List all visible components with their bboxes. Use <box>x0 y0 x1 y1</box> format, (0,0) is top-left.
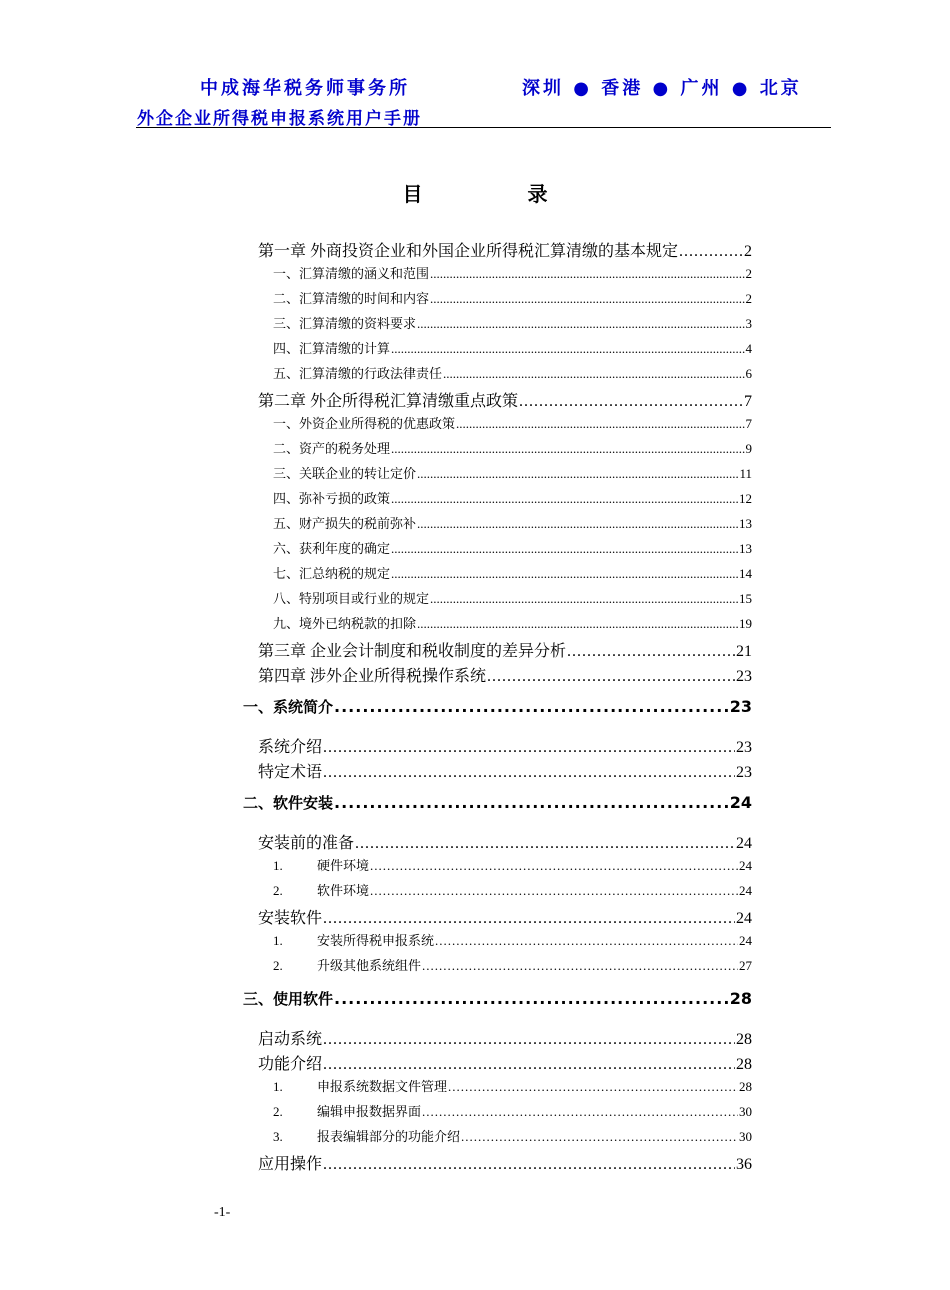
toc-page-number: 27 <box>739 958 752 973</box>
toc-entry-title <box>273 855 369 874</box>
toc-page-number: 24 <box>729 793 752 812</box>
toc-dot-leader <box>391 491 738 507</box>
toc-entry[interactable] <box>273 1101 752 1120</box>
toc-page-number: 2 <box>745 291 752 306</box>
toc-entry-text: 安装所得税申报系统 <box>317 933 435 948</box>
toc-page-number: 23 <box>736 739 752 756</box>
toc-entry-title: 第二章 外企所得税汇算清缴重点政策 <box>258 393 519 410</box>
toc-dot-leader <box>461 1129 738 1145</box>
toc-entry-title <box>273 1101 421 1120</box>
toc-entry[interactable] <box>258 663 752 686</box>
toc-entry-title: 特定术语 <box>258 764 323 781</box>
toc-entry-number: 2. <box>273 958 283 973</box>
toc-dot-leader <box>334 697 729 716</box>
toc-entry[interactable] <box>258 1051 752 1074</box>
toc-entry-title: 启动系统 <box>258 1031 323 1048</box>
toc-dot-leader <box>448 1079 738 1095</box>
toc-entry[interactable] <box>273 588 752 607</box>
toc-entry-title: 三、关联企业的转让定价 <box>273 466 417 481</box>
toc-entry-title: 二、资产的税务处理 <box>273 441 391 456</box>
toc-page-number: 2 <box>744 243 752 260</box>
toc-entry[interactable] <box>258 1026 752 1049</box>
toc-page-number: 28 <box>736 1056 752 1073</box>
toc-page-number: 7 <box>744 393 752 410</box>
toc-entry-title: 三、汇算清缴的资料要求 <box>273 316 417 331</box>
toc-dot-leader <box>323 1056 735 1074</box>
toc-page-number: 24 <box>736 835 752 852</box>
toc-dot-leader <box>323 764 735 782</box>
toc-page-number: 15 <box>739 591 752 606</box>
firm-name: 中成海华税务师事务所 <box>200 78 410 99</box>
toc-entry-title: 系统介绍 <box>258 739 323 756</box>
toc-dot-leader <box>323 910 735 928</box>
toc-entry-title: 七、汇总纳税的规定 <box>273 566 391 581</box>
toc-page-number: 11 <box>739 466 752 481</box>
toc-page-number: 13 <box>739 541 752 556</box>
toc-dot-leader <box>430 266 744 282</box>
toc-title-right: 录 <box>527 182 548 206</box>
toc-page-number: 19 <box>739 616 752 631</box>
toc-dot-leader <box>487 668 735 686</box>
toc-dot-leader <box>567 643 735 661</box>
page-number: -1- <box>214 1205 231 1220</box>
toc-entry-title <box>273 930 434 949</box>
toc-entry-text: 升级其他系统组件 <box>317 958 422 973</box>
toc-entry-title: 六、获利年度的确定 <box>273 541 391 556</box>
toc-entry[interactable] <box>273 463 752 482</box>
toc-entry-number: 1. <box>273 1079 283 1094</box>
toc-entry[interactable] <box>243 696 752 717</box>
toc-entry-number: 2. <box>273 883 283 898</box>
toc-entry[interactable] <box>258 830 752 853</box>
toc-dot-leader <box>370 883 738 899</box>
toc-page-number: 9 <box>745 441 752 456</box>
toc-entry[interactable] <box>273 288 752 307</box>
toc-entry[interactable] <box>273 613 752 632</box>
toc-dot-leader <box>391 566 738 582</box>
toc-page-number: 14 <box>739 566 752 581</box>
toc-entry[interactable] <box>258 238 752 261</box>
toc-entry[interactable] <box>273 438 752 457</box>
toc-page-number: 30 <box>739 1129 752 1144</box>
toc-entry-text: 申报系统数据文件管理 <box>317 1079 448 1094</box>
toc-entry[interactable] <box>258 734 752 757</box>
toc-dot-leader <box>417 466 738 482</box>
toc-dot-leader <box>355 835 735 853</box>
toc-entry-title: 第三章 企业会计制度和税收制度的差异分析 <box>258 643 567 660</box>
toc-dot-leader <box>417 516 738 532</box>
toc-page-number: 30 <box>739 1104 752 1119</box>
toc-entry-title: 安装软件 <box>258 910 323 927</box>
toc-entry[interactable] <box>243 988 752 1009</box>
toc-dot-leader <box>679 243 743 261</box>
toc-dot-leader <box>435 933 738 949</box>
toc-entry[interactable] <box>258 388 752 411</box>
toc-page-number: 23 <box>729 697 752 716</box>
toc-dot-leader <box>370 858 738 874</box>
toc-entry-title: 一、汇算清缴的涵义和范围 <box>273 266 430 281</box>
toc-entry-title: 安装前的准备 <box>258 835 355 852</box>
toc-dot-leader <box>323 1031 735 1049</box>
toc-entry[interactable] <box>273 413 752 432</box>
toc-entry-title: 功能介绍 <box>258 1056 323 1073</box>
toc-entry-number: 2. <box>273 1104 283 1119</box>
toc-entry-title: 三、使用软件 <box>243 990 334 1008</box>
toc-dot-leader <box>391 441 744 457</box>
toc-entry-text: 编辑申报数据界面 <box>317 1104 422 1119</box>
toc-entry[interactable] <box>273 563 752 582</box>
toc-entry[interactable] <box>273 513 752 532</box>
toc-entry-title: 第四章 涉外企业所得税操作系统 <box>258 668 487 685</box>
toc-page-number: 2 <box>745 266 752 281</box>
toc-entry-title: 一、系统简介 <box>243 698 334 716</box>
toc-entry-title: 五、财产损失的税前弥补 <box>273 516 417 531</box>
toc-entry-title: 九、境外已纳税款的扣除 <box>273 616 417 631</box>
toc-entry-number: 1. <box>273 858 283 873</box>
toc-entry[interactable] <box>273 1076 752 1095</box>
toc-dot-leader <box>391 541 738 557</box>
toc-entry-text: 报表编辑部分的功能介绍 <box>317 1129 461 1144</box>
toc-dot-leader <box>422 1104 738 1120</box>
toc-dot-leader <box>443 366 744 382</box>
toc-entry-text: 硬件环境 <box>317 858 370 873</box>
toc-page-number: 23 <box>736 668 752 685</box>
toc-dot-leader <box>430 291 744 307</box>
toc-entry[interactable] <box>273 313 752 332</box>
toc-dot-leader <box>323 739 735 757</box>
toc-dot-leader <box>417 316 744 332</box>
toc-entry-title <box>273 955 421 974</box>
toc-page-number: 24 <box>736 910 752 927</box>
toc-entry-title: 四、汇算清缴的计算 <box>273 341 391 356</box>
toc-entry[interactable] <box>273 955 752 974</box>
toc-entry-title: 应用操作 <box>258 1156 323 1173</box>
toc-entry[interactable] <box>258 638 752 661</box>
toc-page-number: 4 <box>745 341 752 356</box>
toc-entry-number: 1. <box>273 933 283 948</box>
toc-entry-title: 二、软件安装 <box>243 794 334 812</box>
toc-dot-leader <box>323 1156 735 1174</box>
toc-entry[interactable] <box>273 880 752 899</box>
toc-entry-title <box>273 880 369 899</box>
toc-dot-leader <box>456 416 744 432</box>
toc-entry-title: 四、弥补亏损的政策 <box>273 491 391 506</box>
toc-page-number: 24 <box>739 933 752 948</box>
toc-entry-title: 一、外资企业所得税的优惠政策 <box>273 416 456 431</box>
toc-dot-leader <box>391 341 744 357</box>
toc-dot-leader <box>430 591 738 607</box>
toc-entry-title: 二、汇算清缴的时间和内容 <box>273 291 430 306</box>
toc-entry[interactable] <box>273 1126 752 1145</box>
toc-dot-leader <box>334 793 729 812</box>
toc-page-number: 36 <box>736 1156 752 1173</box>
office-cities: 深圳 ● 香港 ● 广州 ● 北京 <box>522 78 802 99</box>
toc-entry-title: 五、汇算清缴的行政法律责任 <box>273 366 443 381</box>
toc-dot-leader <box>334 989 729 1008</box>
toc-page-number: 23 <box>736 764 752 781</box>
toc-entry[interactable] <box>273 855 752 874</box>
toc-page-number: 3 <box>745 316 752 331</box>
toc-entry-title: 八、特别项目或行业的规定 <box>273 591 430 606</box>
toc-page-number: 28 <box>736 1031 752 1048</box>
toc-page-number: 12 <box>739 491 752 506</box>
toc-page-number: 6 <box>745 366 752 381</box>
toc-entry-title <box>273 1126 460 1145</box>
toc-entry[interactable] <box>273 488 752 507</box>
toc-page-number: 24 <box>739 858 752 873</box>
toc-entry[interactable] <box>273 363 752 382</box>
toc-page-number: 13 <box>739 516 752 531</box>
toc-page-number: 24 <box>739 883 752 898</box>
document-subtitle: 外企企业所得税申报系统用户手册 <box>137 109 422 129</box>
toc-page-number: 21 <box>736 643 752 660</box>
toc-page-number: 7 <box>745 416 752 431</box>
toc-entry[interactable] <box>243 792 752 813</box>
toc-entry-title <box>273 1076 447 1095</box>
toc-entry[interactable] <box>258 905 752 928</box>
toc-dot-leader <box>422 958 738 974</box>
toc-entry[interactable] <box>273 338 752 357</box>
toc-entry-text: 软件环境 <box>317 883 370 898</box>
toc-entry-title: 第一章 外商投资企业和外国企业所得税汇算清缴的基本规定 <box>258 243 679 260</box>
toc-entry[interactable] <box>273 263 752 282</box>
toc-dot-leader <box>417 616 738 632</box>
toc-entry[interactable] <box>258 759 752 782</box>
toc-title-left: 目 <box>402 182 423 206</box>
toc-entry-number: 3. <box>273 1129 283 1144</box>
toc-page-number: 28 <box>739 1079 752 1094</box>
toc-page-number: 28 <box>729 989 752 1008</box>
toc-dot-leader <box>519 393 743 411</box>
toc-entry[interactable] <box>258 1151 752 1174</box>
toc-entry[interactable] <box>273 930 752 949</box>
toc-entry[interactable] <box>273 538 752 557</box>
